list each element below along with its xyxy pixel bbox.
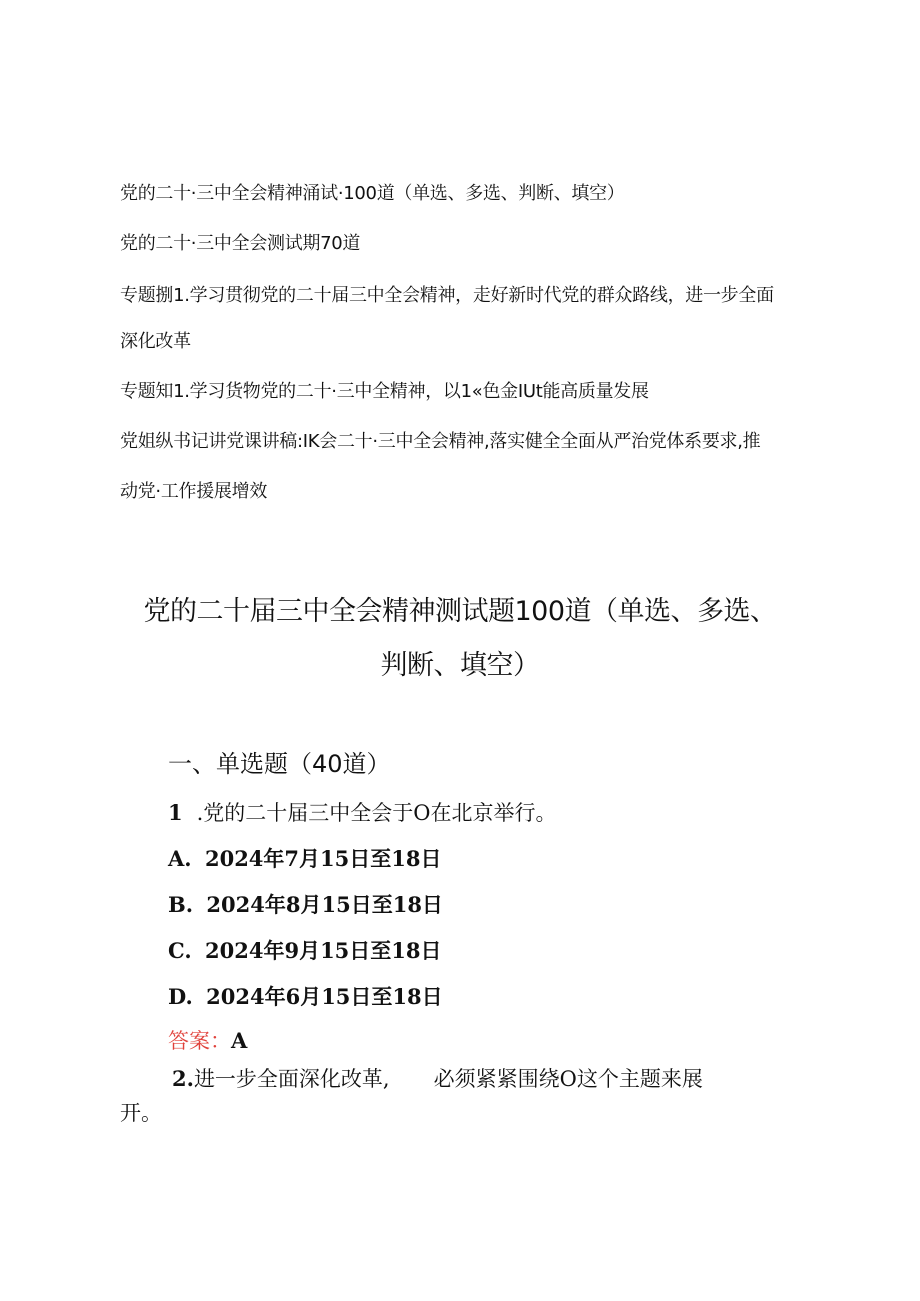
question-2-wrap: 开。 <box>120 1101 162 1125</box>
toc-line-5: 专题知1.学习货物党的二十·三中全精神，以1«色金IUt能高质量发展 <box>120 381 649 402</box>
option-a-letter: A. <box>168 846 192 871</box>
option-a <box>168 844 441 874</box>
document-title-line-1: 党的二十届三中全会精神测试题100道（单选、多选、 <box>143 596 777 627</box>
question-1-text: .党的二十届三中全会于O在北京举行。 <box>196 801 557 825</box>
answer-value: A <box>231 1028 248 1053</box>
question-1 <box>168 798 557 828</box>
option-d <box>168 982 443 1012</box>
option-b-text: 2024年8月15日至18日 <box>206 892 443 917</box>
toc-line-6: 党姐纵书记讲党课讲稿:IK会二十·三中全会精神,落实健全全面从严治党体系要求,推 <box>120 431 761 452</box>
option-c-text: 2024年9月15日至18日 <box>205 938 442 963</box>
question-2-text-part-2: 必须紧紧围绕O这个主题来展 <box>433 1067 703 1091</box>
answer-1 <box>168 1026 247 1056</box>
answer-label: 答案： <box>168 1029 231 1053</box>
option-c-letter: C. <box>168 938 192 963</box>
document-title-line-2: 判断、填空） <box>380 650 540 681</box>
toc-line-2: 党的二十·三中全会测试期70道 <box>120 233 361 254</box>
question-2-text-part-1: 进一步全面深化改革, <box>193 1067 390 1091</box>
question-2-number: 2. <box>172 1066 194 1091</box>
section-heading: 一、单选题（40道） <box>168 750 391 778</box>
toc-line-3: 专题捌1.学习贯彻党的二十届三中全会精神，走好新时代党的群众路线，进一步全面 <box>120 285 774 306</box>
question-2 <box>172 1064 703 1094</box>
option-a-text: 2024年7月15日至18日 <box>204 846 442 871</box>
option-d-text: 2024年6月15日至18日 <box>206 984 443 1009</box>
option-d-letter: D. <box>168 984 193 1009</box>
option-b-letter: B. <box>168 892 194 917</box>
toc-line-4: 深化改革 <box>120 331 191 352</box>
toc-line-7: 动党·工作援展增效 <box>120 481 268 502</box>
option-b <box>168 890 443 920</box>
toc-line-1: 党的二十·三中全会精神涌试·100道（单选、多选、判断、填空） <box>120 183 625 204</box>
option-c <box>168 936 442 966</box>
question-1-number: 1 <box>168 800 183 825</box>
